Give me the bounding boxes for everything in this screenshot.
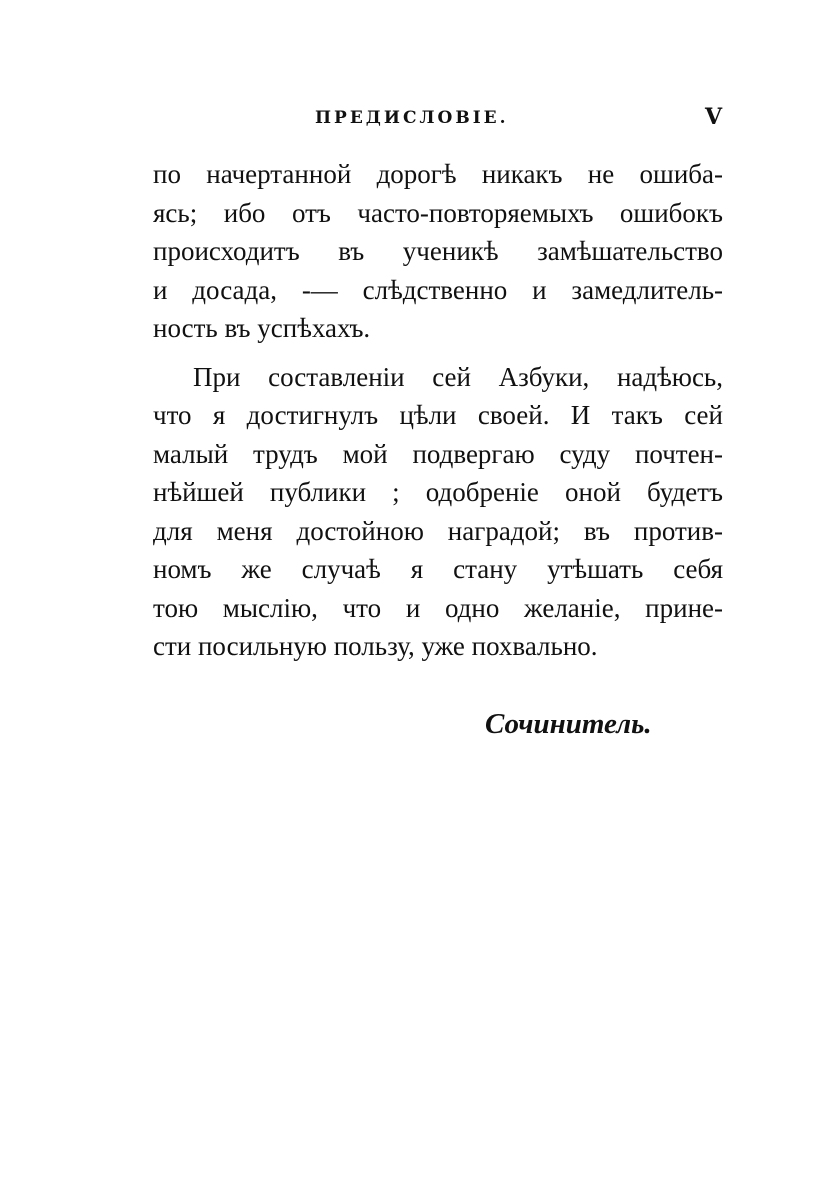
body-text (153, 155, 723, 666)
text-line: ность въ успѣхахъ. (153, 313, 371, 343)
text-line: нѣйшей публики ; одобреніе оной будетъ (153, 477, 723, 507)
text-line: При составленіи сей Азбуки, надѣюсь, (193, 361, 723, 392)
text-line: тою мыслію, что и одно желаніе, прине- (153, 592, 723, 623)
text-line: для меня достойною наградой; въ против- (153, 515, 723, 546)
paragraph-gap (153, 348, 723, 358)
paragraph-1 (153, 155, 723, 348)
author-signature: Сочинитель. (485, 708, 652, 740)
page-header (0, 100, 840, 140)
text-line: малый трудъ мой подвергаю суду почтен- (153, 438, 723, 469)
text-line: что я достигнулъ цѣли своей. И такъ сей (153, 400, 723, 430)
text-line: номъ же случаѣ я стану утѣшать себя (153, 554, 723, 584)
page-number: V (705, 104, 723, 130)
text-line: происходитъ въ ученикѣ замѣшательство (153, 236, 723, 266)
text-line: по начертанной дорогѣ никакъ не ошиба- (153, 159, 723, 189)
text-line: сти посильную пользу, уже похвально. (153, 631, 598, 661)
text-line: и досада, -— слѣдственно и замедлитель- (153, 274, 723, 305)
paragraph-2 (153, 358, 723, 666)
running-head: ПРЕДИСЛОВІЕ. (315, 108, 509, 128)
text-line: ясь; ибо отъ часто-повторяемыхъ ошибокъ (153, 197, 723, 228)
